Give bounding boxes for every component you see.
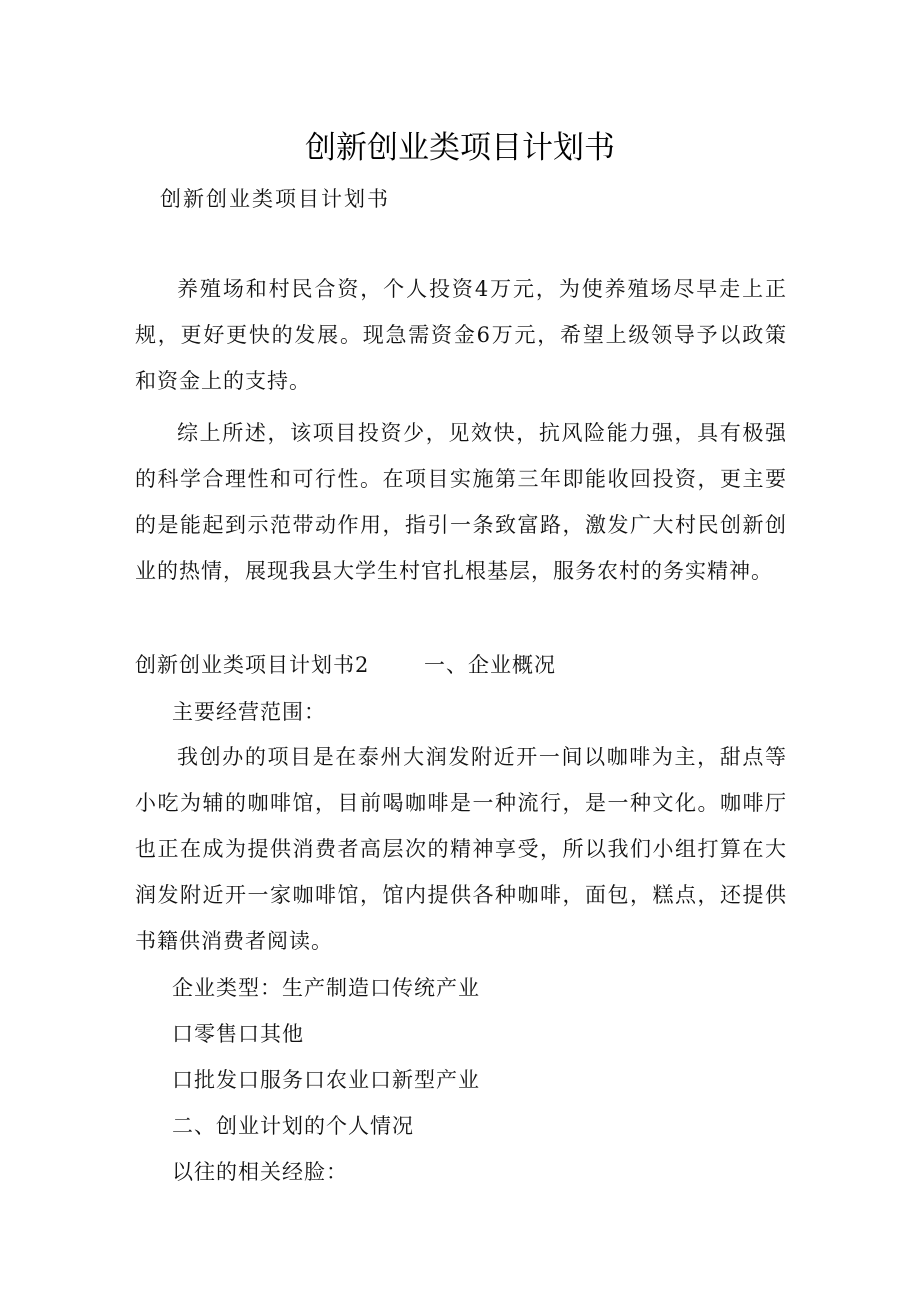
- section-two-heading: 二、创业计划的个人情况: [172, 1114, 414, 1138]
- business-scope-label: 主要经营范围：: [172, 700, 326, 724]
- experience-label: 以往的相关经脸：: [172, 1160, 348, 1184]
- business-scope-text: 我创办的项目是在泰州大润发附近开一间以咖啡为主，甜点等小吃为辅的咖啡馆，目前喝咖啡是一种流行，是一种文化。咖啡厅也正在成为提供消费者高层次的精神享受，所以我们小组打算在大润发附近开一家咖啡馆，馆内提供各种咖啡，面包，糕点，还提供书籍供消费者阅读。: [135, 745, 787, 953]
- enterprise-options-2: 口批发口服务口农业口新型产业: [172, 1068, 480, 1092]
- enterprise-type: 企业类型：生产制造口传统产业: [172, 976, 480, 1000]
- section-one-heading: 一、企业概况: [424, 653, 556, 677]
- paragraph-investment: 养殖场和村民合资，个人投资4万元，为使养殖场尽早走上正规，更好更快的发展。现急需资金6万元，希望上级领导予以政策和资金上的支持。: [135, 277, 787, 393]
- paragraph-summary: 综上所述，该项目投资少，见效快，抗风险能力强，具有极强的科学合理性和可行性。在项目实施第三年即能收回投资，更主要的是能起到示范带动作用，指引一条致富路，激发广大村民创新创业的热情，展现我县大学生村官扎根基层，服务农村的务实精神。: [135, 421, 787, 583]
- document-title: 创新创业类项目计划书: [305, 130, 615, 166]
- section-heading: 创新创业类项目计划书2: [135, 653, 370, 677]
- enterprise-options-1: 口零售口其他: [172, 1022, 304, 1046]
- document-subtitle: 创新创业类项目计划书: [160, 187, 390, 211]
